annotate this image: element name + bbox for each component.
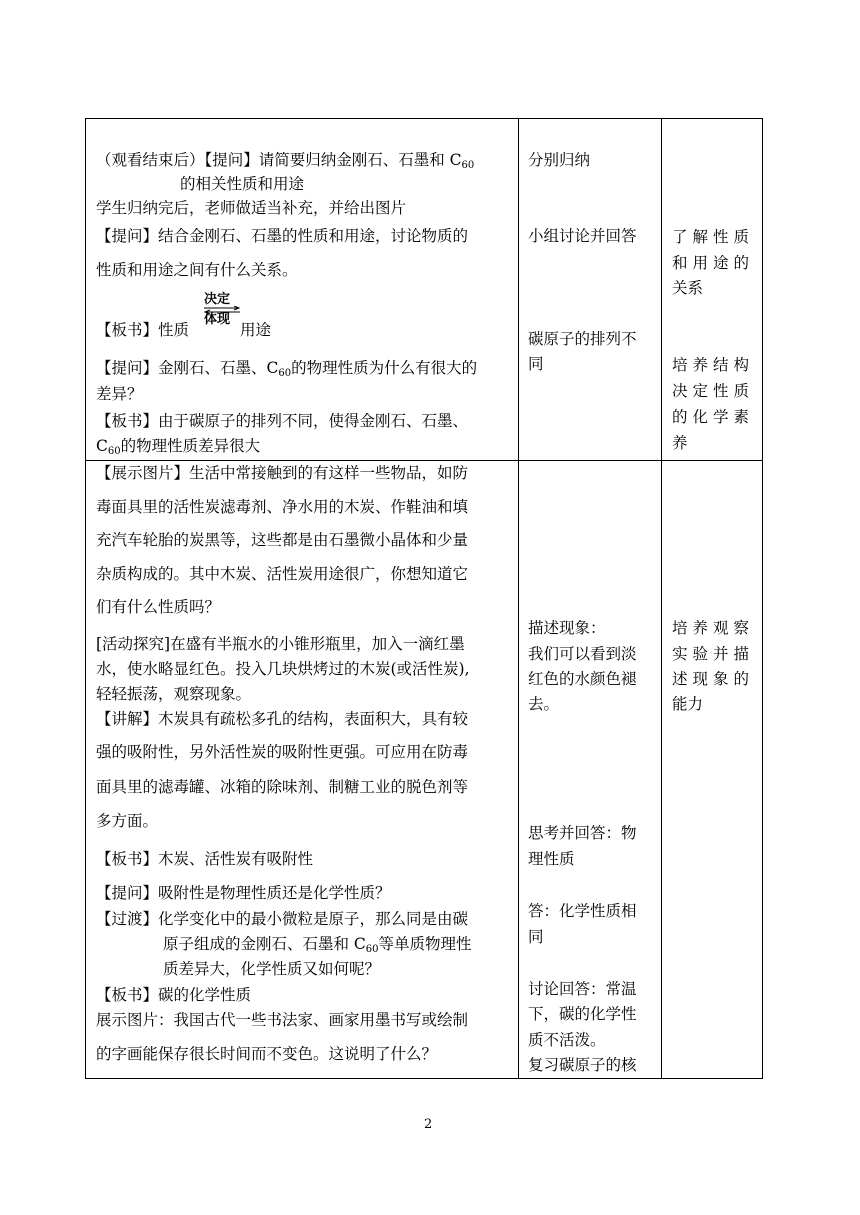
text-line: 轻轻振荡，观察现象。 xyxy=(96,685,252,703)
text-line: 述现象的 xyxy=(672,670,755,688)
text-line: 质差异大，化学性质又如何呢？ xyxy=(163,960,381,978)
text-line: 质不活泼。 xyxy=(528,1031,606,1049)
text-line: 和用途的 xyxy=(672,254,755,272)
board-note-property-use: 【板书】性质 xyxy=(96,321,190,339)
decide-reflect-arrow xyxy=(204,293,240,327)
text-line: 去。 xyxy=(528,695,560,713)
text-line: 展示图片：我国古代一些书法家、画家用墨书写或绘制 xyxy=(96,1011,469,1029)
text-line: 原子组成的金刚石、石墨和 $C_{60}$等单质物理性 xyxy=(163,935,472,955)
text-line: 答：化学性质相 xyxy=(528,902,637,920)
text-line: 同 xyxy=(528,928,544,946)
text-line: 【讲解】木炭具有疏松多孔的结构，表面积大，具有较 xyxy=(96,710,469,728)
arrow-label-top: 决定 xyxy=(204,292,231,307)
text-line: 了解性质 xyxy=(672,228,755,246)
page-number: 2 xyxy=(424,1117,433,1132)
text-line: 我们可以看到淡 xyxy=(528,645,637,663)
text-line: 【板书】碳的化学性质 xyxy=(96,986,252,1004)
text-line: 理性质 xyxy=(528,850,575,868)
text-line: 性质和用途之间有什么关系。 xyxy=(96,261,298,279)
text-line: 培养结构 xyxy=(672,356,755,374)
text-line: 下，碳的化学性 xyxy=(528,1005,637,1023)
text-line: 碳原子的排列不 xyxy=(528,330,637,348)
text-line: $C_{60}$的物理性质差异很大 xyxy=(96,437,261,457)
text-line: 分别归纳 xyxy=(528,151,591,169)
text-line: 【展示图片】生活中常接触到的有这样一些物品，如防 xyxy=(96,464,469,482)
text-line: 【板书】由于碳原子的排列不同，使得金刚石、石墨、 xyxy=(96,412,469,430)
text-line: 水，使水略显红色。投入几块烘烤过的木炭(或活性炭), xyxy=(96,660,470,678)
text-line: 复习碳原子的核 xyxy=(528,1056,637,1074)
text-line: 【过渡】化学变化中的最小微粒是原子，那么同是由碳 xyxy=(96,910,469,928)
text-line: 的字画能保存很长时间而不变色。这说明了什么？ xyxy=(96,1045,438,1063)
text-line: 面具里的滤毒罐、冰箱的除味剂、制糖工业的脱色剂等 xyxy=(96,778,469,796)
text-line: 同 xyxy=(528,355,544,373)
arrow-label-bottom: 体现 xyxy=(204,312,231,327)
text-line: 们有什么性质吗？ xyxy=(96,598,221,616)
column-divider-2 xyxy=(661,119,662,1078)
text-line: 差异？ xyxy=(96,385,143,403)
text-line: 【提问】金刚石、石墨、$C_{60}$的物理性质为什么有很大的 xyxy=(96,359,478,379)
text-line: （观看结束后）【提问】请简要归纳金刚石、石墨和 $C_{60}$ xyxy=(96,151,475,171)
text-line: 讨论回答：常温 xyxy=(528,980,637,998)
text-line: 充汽车轮胎的炭黑等，这些都是由石墨微小晶体和少量 xyxy=(96,531,469,549)
text-line: 强的吸附性，另外活性炭的吸附性更强。可应用在防毒 xyxy=(96,743,469,761)
text-line: 用途 xyxy=(240,321,272,339)
column-divider-1 xyxy=(518,119,519,1078)
text-line: 思考并回答：物 xyxy=(528,824,637,842)
text-line: 小组讨论并回答 xyxy=(528,227,637,245)
text-line: 实验并描 xyxy=(672,645,755,663)
text-line: 决定性质 xyxy=(672,382,755,400)
text-line: 能力 xyxy=(672,695,704,713)
text-line: [活动探究]在盛有半瓶水的小锥形瓶里，加入一滴红墨 xyxy=(96,635,465,653)
text-line: 学生归纳完后，老师做适当补充，并给出图片 xyxy=(96,199,407,217)
text-line: 杂质构成的。其中木炭、活性炭用途很广，你想知道它 xyxy=(96,565,469,583)
text-line: 的化学素 xyxy=(672,408,755,426)
text-line: 养 xyxy=(672,434,688,452)
text-line: 【提问】结合金刚石、石墨的性质和用途，讨论物质的 xyxy=(96,227,469,245)
text-line: 【板书】木炭、活性炭有吸附性 xyxy=(96,850,314,868)
text-line: 多方面。 xyxy=(96,812,159,830)
text-line: 毒面具里的活性炭滤毒剂、净水用的木炭、作鞋油和填 xyxy=(96,498,469,516)
text-line: 【提问】吸附性是物理性质还是化学性质？ xyxy=(96,884,391,902)
text-line: 红色的水颜色褪 xyxy=(528,670,637,688)
text-line: 关系 xyxy=(672,279,704,297)
text-line: 培养观察 xyxy=(672,619,755,637)
text-line: 的相关性质和用途 xyxy=(180,175,305,193)
text-line: 描述现象： xyxy=(528,619,606,637)
